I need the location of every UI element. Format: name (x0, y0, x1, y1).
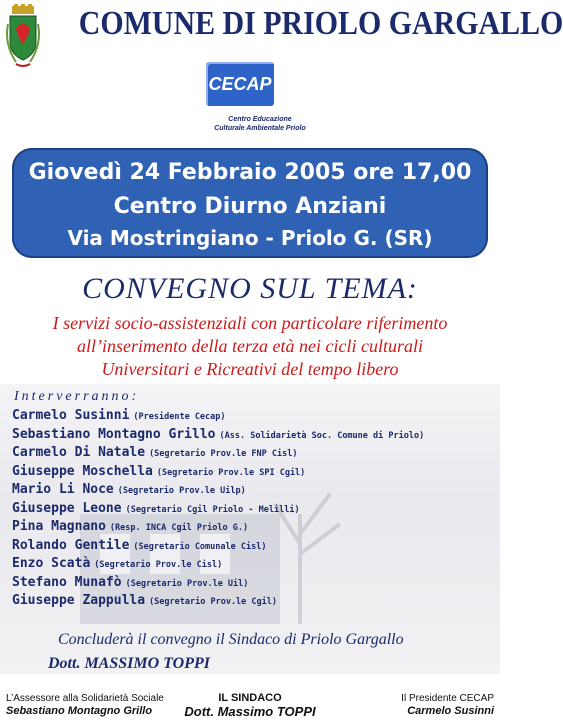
speaker-row (12, 425, 424, 444)
speaker-row (12, 443, 424, 462)
signature-center-name: Dott. Massimo TOPPI (184, 704, 316, 719)
speaker-name: Sebastiano Montagno Grillo (12, 426, 216, 442)
speaker-role: (Segretario Prov.le Cisl) (94, 560, 223, 570)
speaker-role: (Segretario Prov.le Cgil) (149, 597, 277, 607)
speaker-name: Carmelo Di Natale (12, 445, 146, 460)
cecap-logo (206, 62, 274, 106)
speaker-row (12, 499, 424, 518)
speaker-role: (Segretario Comunale Cisl) (133, 541, 267, 552)
page-title: COMUNE DI PRIOLO GARGALLO (78, 5, 563, 42)
speaker-role: (Segretario Cgil Priolo - Melilli) (125, 504, 300, 515)
speaker-name: Pina Magnano (12, 519, 106, 534)
speaker-role: (Segretario Prov.le Uil) (125, 578, 249, 589)
speaker-role: (Segretario Prov.le FNP Cisl) (149, 449, 298, 459)
speaker-row (12, 536, 424, 555)
event-info-box (12, 148, 488, 258)
speaker-name: Stefano Munafò (12, 574, 122, 590)
speaker-name: Giuseppe Leone (12, 500, 122, 516)
event-venue: Centro Diurno Anziani (113, 194, 387, 219)
cecap-subtitle-line2: Culturale Ambientale Priolo (214, 125, 306, 132)
speaker-role: (Resp. INCA Cgil Priolo G.) (109, 523, 249, 533)
speaker-role: (Segretario Prov.le Uilp) (117, 486, 246, 496)
speaker-row (12, 462, 424, 481)
signature-left (6, 692, 166, 718)
speaker-role: (Ass. Solidarietà Soc. Comune di Priolo) (219, 430, 425, 441)
speaker-name: Enzo Scatà (12, 556, 91, 571)
topic-line-1: I servizi socio-assistenziali con particolare riferimento (52, 313, 448, 333)
closing-line: Concluderà il convegno il Sindaco di Priolo Gargallo (58, 631, 404, 648)
cecap-subtitle (190, 115, 330, 133)
signature-right-role: Il Presidente CECAP (401, 693, 494, 704)
cecap-subtitle-line1: Centro Educazione (228, 116, 292, 123)
speaker-role: (Presidente Cecap) (133, 412, 226, 422)
municipal-crest-icon (4, 4, 42, 68)
signature-left-role: L’Assessore alla Solidarietà Sociale (6, 693, 164, 704)
topic-line-2: all’inserimento della terza età nei cicli culturali (77, 336, 423, 356)
cecap-logo-text: CECAP (208, 74, 272, 94)
speaker-row (12, 591, 424, 610)
signature-center (170, 692, 330, 718)
signature-center-role: IL SINDACO (218, 692, 282, 704)
speakers-label: Interverranno: (14, 389, 140, 404)
speaker-name: Rolando Gentile (12, 537, 130, 553)
speaker-row (12, 480, 424, 499)
topic-line-3: Universitari e Ricreativi del tempo libero (101, 359, 399, 379)
event-address: Via Mostringiano - Priolo G. (SR) (67, 226, 433, 250)
signature-left-name: Sebastiano Montagno Grillo (6, 705, 153, 717)
signature-right (366, 692, 494, 718)
event-date: Giovedì 24 Febbraio 2005 ore 17,00 (28, 160, 472, 185)
mayor-name: Dott. MASSIMO TOPPI (48, 655, 210, 672)
speaker-row (12, 554, 424, 573)
speaker-name: Giuseppe Zappulla (12, 593, 146, 608)
signature-right-name: Carmelo Susinni (407, 705, 494, 717)
speaker-row (12, 573, 424, 592)
speaker-name: Mario Li Noce (12, 482, 114, 497)
speaker-row (12, 406, 424, 425)
topic-heading: CONVEGNO SUL TEMA: (82, 272, 418, 305)
speaker-role: (Segretario Prov.le SPI Cgil) (156, 467, 306, 478)
speaker-name: Giuseppe Moschella (12, 463, 153, 479)
speaker-name: Carmelo Susinni (12, 408, 130, 423)
speaker-row (12, 517, 424, 536)
speakers-list (12, 406, 424, 610)
